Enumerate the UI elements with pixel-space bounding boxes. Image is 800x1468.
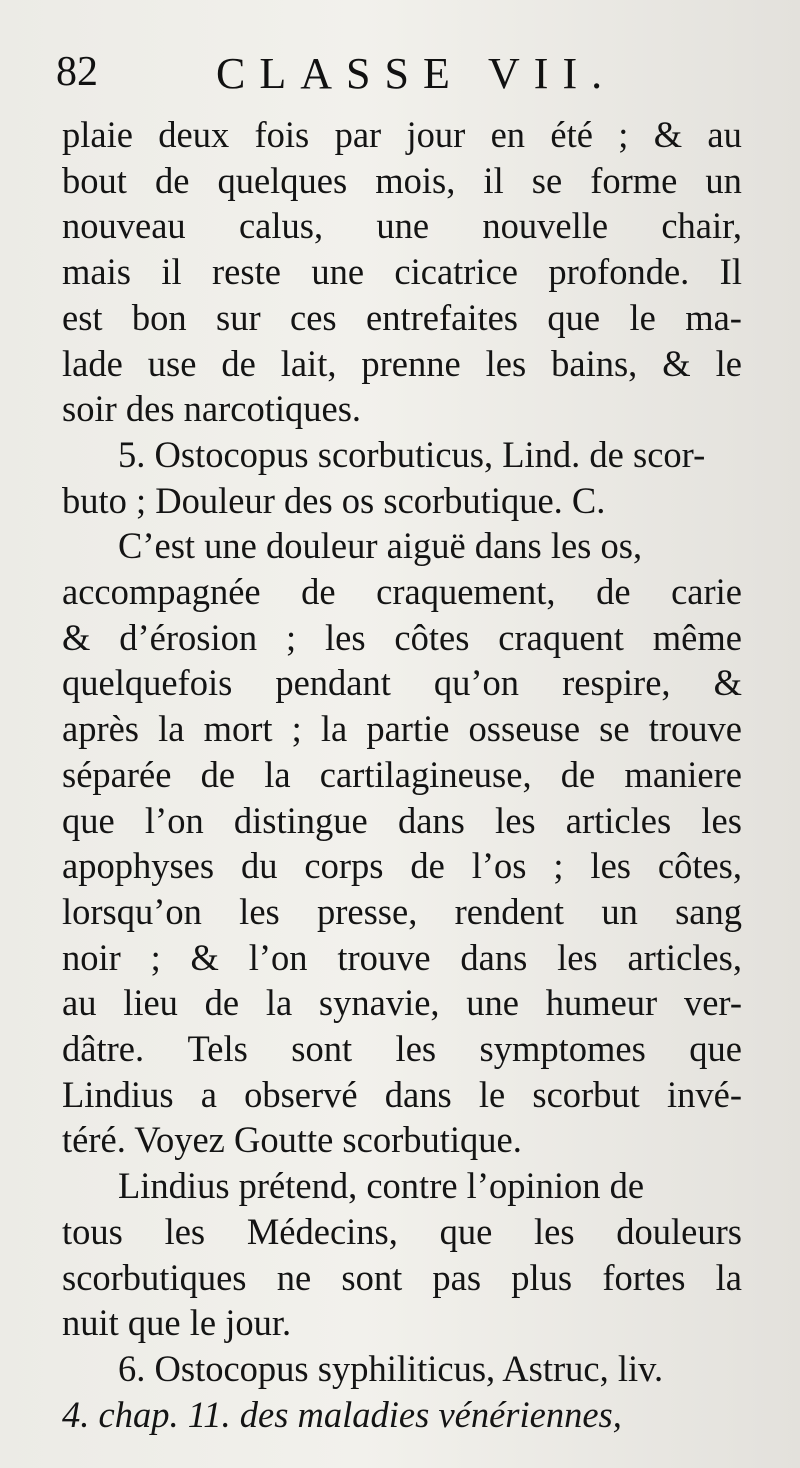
text-line: buto ; Douleur des os scorbutique. C.	[62, 479, 606, 521]
lindius-paragraph-cont	[62, 1209, 742, 1346]
running-head: CLASSE VII.	[216, 49, 617, 98]
text-line: 4. chap. 11. des maladies vénériennes,	[62, 1393, 622, 1435]
text-line: nouveau calus, une nouvelle chair,	[62, 205, 742, 247]
entry-6-heading-cont	[62, 1392, 742, 1438]
entry-5-paragraph-cont	[62, 569, 742, 1163]
text-line: apophyses du corps de l’os ; les côtes,	[62, 845, 742, 887]
text-line: C’est une douleur aiguë dans les os,	[118, 525, 643, 567]
text-line: quelquefois pendant qu’on respire, &	[62, 662, 742, 704]
text-line: que l’on distingue dans les articles les	[62, 799, 742, 841]
text-line: 6. Ostocopus syphiliticus, Astruc, liv.	[118, 1347, 664, 1389]
text-line: après la mort ; la partie osseuse se trouve	[62, 708, 742, 750]
page-header	[56, 48, 746, 108]
paragraph-continuation	[62, 112, 742, 432]
text-line: mais il reste une cicatrice profonde. Il	[62, 251, 742, 293]
text-line: scorbutiques ne sont pas plus fortes la	[62, 1256, 742, 1298]
entry-6-heading	[62, 1346, 742, 1392]
text-line: accompagnée de craquement, de carie	[62, 571, 742, 613]
entry-5-heading	[62, 432, 742, 478]
text-line: noir ; & l’on trouve dans les articles,	[62, 936, 742, 978]
text-line: bout de quelques mois, il se forme un	[62, 159, 742, 201]
text-line: lorsqu’on les presse, rendent un sang	[62, 890, 742, 932]
body-text	[62, 112, 742, 1437]
text-line: est bon sur ces entrefaites que le ma-	[62, 296, 742, 338]
text-line: téré. Voyez Goutte scorbutique.	[62, 1119, 522, 1161]
text-line: au lieu de la synavie, une humeur ver-	[62, 982, 742, 1024]
entry-5-heading-cont	[62, 478, 742, 524]
text-line: lade use de lait, prenne les bains, & le	[62, 342, 742, 384]
page-number: 82	[56, 49, 98, 95]
text-line: tous les Médecins, que les douleurs	[62, 1210, 742, 1252]
entry-5-paragraph	[62, 523, 742, 569]
text-line: & d’érosion ; les côtes craquent même	[62, 616, 742, 658]
text-line: 5. Ostocopus scorbuticus, Lind. de scor-	[118, 433, 706, 475]
text-line: Lindius a observé dans le scorbut invé-	[62, 1073, 742, 1115]
text-line: nuit que le jour.	[62, 1302, 292, 1344]
text-line: dâtre. Tels sont les symptomes que	[62, 1028, 742, 1070]
text-line: séparée de la cartilagineuse, de maniere	[62, 753, 742, 795]
lindius-paragraph	[62, 1163, 742, 1209]
text-line: Lindius prétend, contre l’opinion de	[118, 1165, 645, 1207]
text-line: plaie deux fois par jour en été ; & au	[62, 114, 742, 155]
text-line: soir des narcotiques.	[62, 388, 362, 430]
